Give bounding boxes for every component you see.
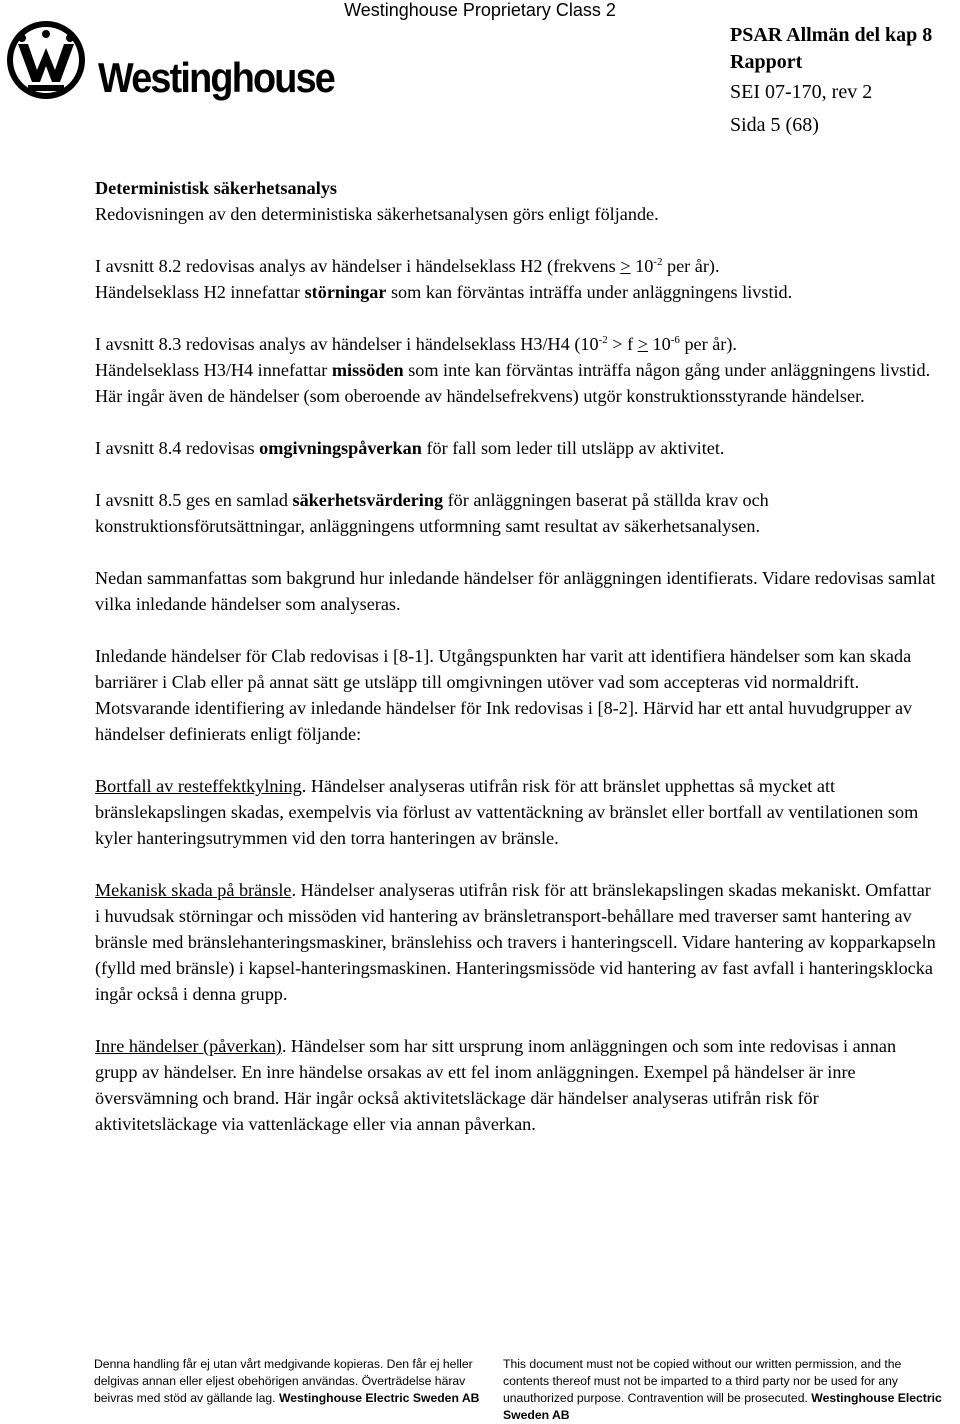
paragraph-initial-events: Inledande händelser för Clab redovisas i [8-1]. Utgångspunkten har varit att identifiera händelser som kan skada barriärer i Clab eller på annat sätt ge utsläpp till omgivningen utöver vad som accepteras vid normaldrift. Motsvarande identifiering av inledande händelser för Ink redovisas i [8-2]. Härvid har ett antal huvudgrupper av händelser definierats enligt följande: xyxy=(95,646,913,744)
doc-title: PSAR Allmän del kap 8 xyxy=(730,24,933,46)
paragraph-section-8-2: I avsnitt 8.2 redovisas analys av händelser i händelseklass H2 (frekvens > $10^{-2}$ per år). Händelseklass H2 innefattar störningar som kan förväntas inträffa under anläggningens livstid. xyxy=(95,255,793,302)
logo-wordmark: Westinghouse xyxy=(98,54,335,101)
section-heading: Deterministisk säkerhetsanalys xyxy=(95,178,337,198)
internal-events-title: Inre händelser (påverkan) xyxy=(95,1036,282,1056)
document-body xyxy=(95,175,940,1163)
paragraph-residual-heat: Bortfall av resteffektkylning. Händelser analyseras utifrån risk för att bränslet upphettas så mycket att bränslekapslingen skadas, exempelvis via förlust av vattentäckning av bränslet eller bortfall av ventilationen som kyler hanteringsutrymmen vid den torra hanteringen av bränsle. xyxy=(95,776,919,848)
paragraph-internal-events: Inre händelser (påverkan). Händelser som har sitt ursprung inom anläggningen och som inte redovisas i annan grupp av händelser. En inre händelse orsakas av ett fel inom anläggningen. Exempel på händelser är inre översvämning och brand. Här ingår också aktivitetsläckage där händelser analyseras utifrån risk för aktivitetsläckage via vattenläckage eller via annan påverkan. xyxy=(95,1036,897,1134)
classification-label: Westinghouse Proprietary Class 2 xyxy=(344,0,616,20)
paragraph-summary: Nedan sammanfattas som bakgrund hur inledande händelser för anläggningen identifierats. Vidare redovisas samlat vilka inledande händelser som analyseras. xyxy=(95,568,936,614)
paragraph-section-8-5: I avsnitt 8.5 ges en samlad säkerhetsvärdering för anläggningen baserat på ställda krav och konstruktionsförutsättningar, anläggningens utformning samt resultat av säkerhetsanalysen. xyxy=(95,490,769,536)
westinghouse-circle-w-icon xyxy=(4,18,94,108)
document-header xyxy=(730,22,932,142)
paragraph-section-8-4: I avsnitt 8.4 redovisas omgivningspåverkan för fall som leder till utsläpp av aktivitet. xyxy=(95,438,725,458)
paragraph-mechanical-damage: Mekanisk skada på bränsle. Händelser analyseras utifrån risk för att bränslekapslingen skadas mekaniskt. Omfattar i huvudsak störningar och missöden vid hantering av bränsletransport-behållare med traverser samt hantering av bränsle med bränslehanteringsmaskiner, bränslehiss och travers i hanteringscell. Vidare hantering av kopparkapseln (fylld med bränsle) i kapsel-hanteringsmaskinen. Hanteringsmissöde vid hantering av fast avfall i hanteringsklocka ingår också i denna grupp. xyxy=(95,880,936,1004)
westinghouse-logo xyxy=(4,18,334,108)
footer-english: This document must not be copied without our written permission, and the contents thereof must not be imparted to a third party nor be used for any unauthorized purpose. Contravention will be prosecuted. Westinghouse Electric Sweden AB xyxy=(503,1357,942,1422)
doc-type: Rapport xyxy=(730,51,803,73)
mechanical-damage-title: Mekanisk skada på bränsle xyxy=(95,880,292,900)
intro-paragraph: Redovisningen av den deterministiska säkerhetsanalysen görs enligt följande. xyxy=(95,204,659,224)
footer-swedish: Denna handling får ej utan vårt medgivande kopieras. Den får ej heller delgivas annan eller eljest obehörigen användas. Överträdelse härav beivras med stöd av gällande lag. Westinghouse Electric Sweden AB xyxy=(94,1357,480,1405)
residual-heat-title: Bortfall av resteffektkylning xyxy=(95,776,302,796)
page-number: Sida 5 (68) xyxy=(730,114,819,136)
doc-id: SEI 07-170, rev 2 xyxy=(730,81,873,103)
paragraph-section-8-3: I avsnitt 8.3 redovisas analys av händelser i händelseklass H3/H4 ($10^{-2} > f > 10^{-6}$ per år). Händelseklass H3/H4 innefattar missöden som inte kan förväntas inträffa någon gång under anläggningens livstid. Här ingår även de händelser (som oberoende av händelsefrekvens) utgör konstruktionsstyrande händelser. xyxy=(95,333,931,406)
